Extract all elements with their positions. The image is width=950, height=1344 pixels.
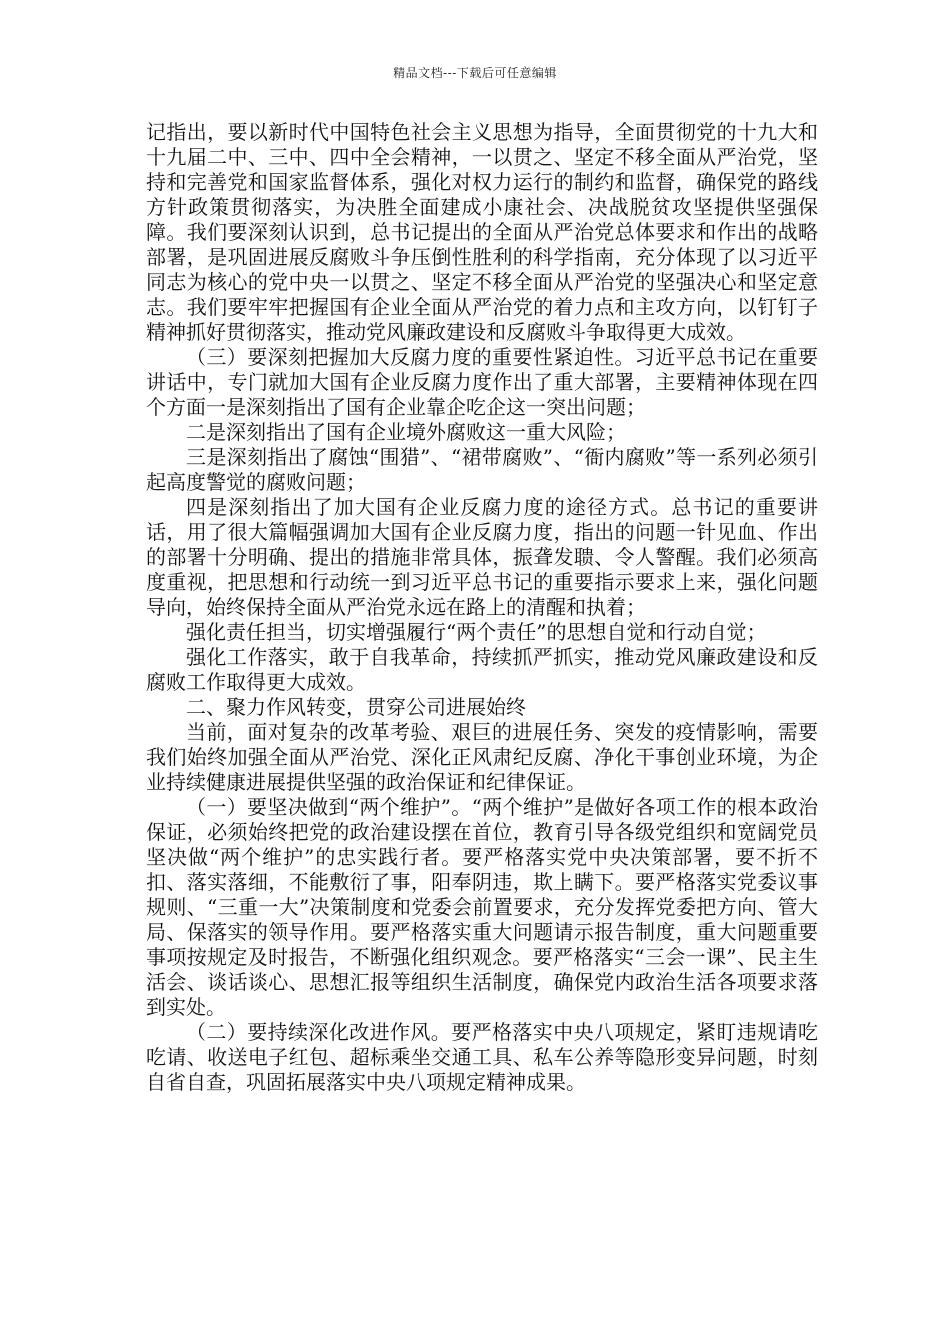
paragraph: （三）要深刻把握加大反腐力度的重要性紧迫性。习近平总书记在重要讲话中，专门就加大国有企业反腐力度作出了重大部署，主要精神体现在四个方面一是深刻指出了国有企业靠企吃企这一突出问题； <box>146 345 818 419</box>
paragraph: 三是深刻指出了腐蚀“围猎”、“裙带腐败”、“衙内腐败”等一系列必须引起高度警觉的腐败问题； <box>146 445 818 494</box>
section-heading: 二、聚力作风转变，贯穿公司进展始终 <box>186 695 526 719</box>
paragraph: 二是深刻指出了国有企业境外腐败这一重大风险； <box>186 420 626 444</box>
paragraph: 当前，面对复杂的改革考验、艰巨的进展任务、突发的疫情影响，需要我们始终加强全面从严治党、深化正风肃纪反腐、净化干事创业环境，为企业持续健康进展提供坚强的政治保证和纪律保证。 <box>146 720 818 794</box>
paragraph: 强化责任担当，切实增强履行“两个责任”的思想自觉和行动自觉； <box>186 620 767 644</box>
page-header: 精品文档---下载后可任意编辑 <box>393 66 557 80</box>
paragraph: （二）要持续深化改进作风。要严格落实中央八项规定，紧盯违规请吃吃请、收送电子红包、超标乘坐交通工具、私车公养等隐形变异问题，时刻自省自查，巩固拓展落实中央八项规定精神成果。 <box>146 1020 818 1094</box>
paragraph: 记指出，要以新时代中国特色社会主义思想为指导，全面贯彻党的十九大和十九届二中、三中、四中全会精神，一以贯之、坚定不移全面从严治党，坚持和完善党和国家监督体系，强化对权力运行的制约和监督，确保党的路线方针政策贯彻落实，为决胜全面建成小康社会、决战脱贫攻坚提供坚强保障。我们要深刻认识到，总书记提出的全面从严治党总体要求和作出的战略部署，是巩固进展反腐败斗争压倒性胜利的科学指南，充分体现了以习近平同志为核心的党中央一以贯之、坚定不移全面从严治党的坚强决心和坚定意志。我们要牢牢把握国有企业全面从严治党的着力点和主攻方向，以钉钉子精神抓好贯彻落实，推动党风廉政建设和反腐败斗争取得更大成效。 <box>146 120 818 344</box>
document-body <box>146 120 818 1095</box>
paragraph: 四是深刻指出了加大国有企业反腐力度的途径方式。总书记的重要讲话，用了很大篇幅强调加大国有企业反腐力度，指出的问题一针见血、作出的部署十分明确、提出的措施非常具体，振聋发聩、令人警醒。我们必须高度重视，把思想和行动统一到习近平总书记的重要指示要求上来，强化问题导向，始终保持全面从严治党永远在路上的清醒和执着； <box>146 495 818 619</box>
paragraph: （一）要坚决做到“两个维护”。“两个维护”是做好各项工作的根本政治保证，必须始终把党的政治建设摆在首位，教育引导各级党组织和宽阔党员坚决做“两个维护”的忠实践行者。要严格落实党中央决策部署，要不折不扣、落实落细，不能敷衍了事，阳奉阴违，欺上瞒下。要严格落实党委议事规则、“三重一大”决策制度和党委会前置要求，充分发挥党委把方向、管大局、保落实的领导作用。要严格落实重大问题请示报告制度，重大问题重要事项按规定及时报告，不断强化组织观念。要严格落实“三会一课”、民主生活会、谈话谈心、思想汇报等组织生活制度，确保党内政治生活各项要求落到实处。 <box>146 795 818 1019</box>
paragraph: 强化工作落实，敢于自我革命，持续抓严抓实，推动党风廉政建设和反腐败工作取得更大成效。 <box>146 645 818 694</box>
